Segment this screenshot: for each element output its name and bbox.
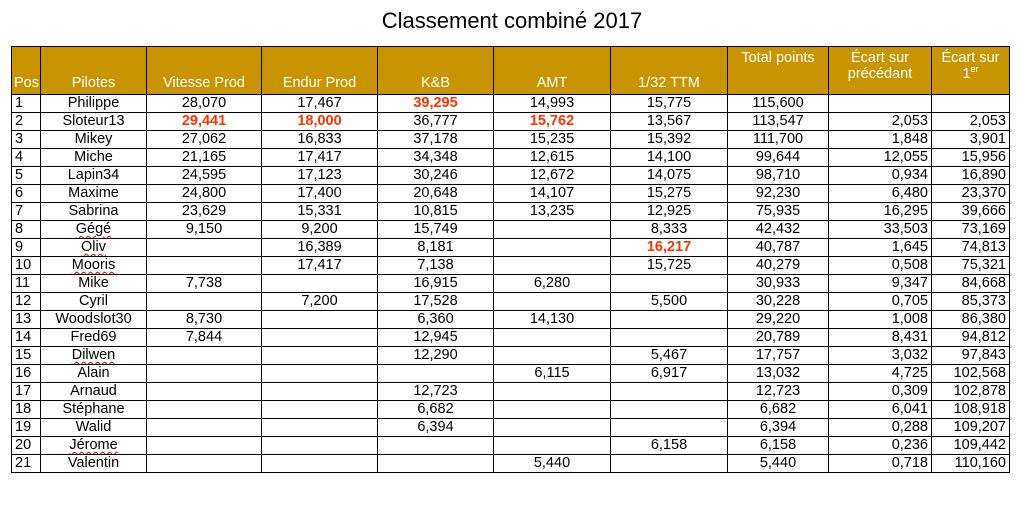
cell-ecart-premier: 23,370 xyxy=(932,185,1010,203)
cell-ecart-precedant: 3,032 xyxy=(829,347,932,365)
cell-ecart-precedant: 0,309 xyxy=(829,383,932,401)
cell-ttm: 14,075 xyxy=(611,167,728,185)
cell-pilote xyxy=(41,437,147,455)
cell-ecart-premier: 109,442 xyxy=(932,437,1010,455)
cell-ttm: 6,158 xyxy=(611,437,728,455)
cell-kb: 8,181 xyxy=(378,239,494,257)
cell-pilote: Sabrina xyxy=(41,203,147,221)
table-row xyxy=(12,383,1010,401)
header-ecart-premier xyxy=(932,47,1010,95)
cell-vitesse-prod xyxy=(147,419,262,437)
cell-kb xyxy=(378,365,494,383)
cell-kb: 16,915 xyxy=(378,275,494,293)
cell-ecart-precedant: 0,718 xyxy=(829,455,932,473)
cell-ecart-precedant: 8,431 xyxy=(829,329,932,347)
cell-ecart-premier: 97,843 xyxy=(932,347,1010,365)
cell-ecart-precedant xyxy=(829,95,932,113)
header-ecart-precedant-line1: Écart sur xyxy=(850,50,909,66)
cell-amt xyxy=(494,257,611,275)
cell-vitesse-prod: 7,844 xyxy=(147,329,262,347)
cell-endur-prod: 17,467 xyxy=(262,95,378,113)
cell-kb: 7,138 xyxy=(378,257,494,275)
cell-vitesse-prod: 27,062 xyxy=(147,131,262,149)
table-row xyxy=(12,149,1010,167)
cell-total-points: 5,440 xyxy=(728,455,829,473)
cell-ttm: 14,100 xyxy=(611,149,728,167)
cell-amt: 6,280 xyxy=(494,275,611,293)
cell-vitesse-prod xyxy=(147,455,262,473)
cell-pos: 6 xyxy=(12,185,41,203)
cell-total-points: 12,723 xyxy=(728,383,829,401)
cell-pos: 9 xyxy=(12,239,41,257)
header-ecart-premier-sup: er xyxy=(970,64,979,75)
pilote-name-spellcheck: Mooris xyxy=(71,257,116,273)
cell-vitesse-prod: 29,441 xyxy=(147,113,262,131)
cell-vitesse-prod xyxy=(147,383,262,401)
cell-ttm: 12,925 xyxy=(611,203,728,221)
cell-vitesse-prod: 28,070 xyxy=(147,95,262,113)
cell-pilote xyxy=(41,221,147,239)
cell-pilote: Mikey xyxy=(41,131,147,149)
cell-pilote: Fred69 xyxy=(41,329,147,347)
table-row xyxy=(12,401,1010,419)
cell-ecart-precedant: 12,055 xyxy=(829,149,932,167)
cell-pos: 18 xyxy=(12,401,41,419)
cell-total-points: 30,228 xyxy=(728,293,829,311)
cell-kb: 36,777 xyxy=(378,113,494,131)
cell-amt: 15,762 xyxy=(494,113,611,131)
cell-ttm xyxy=(611,455,728,473)
cell-ecart-precedant: 0,236 xyxy=(829,437,932,455)
cell-kb: 30,246 xyxy=(378,167,494,185)
cell-endur-prod: 17,417 xyxy=(262,149,378,167)
cell-kb: 12,723 xyxy=(378,383,494,401)
cell-endur-prod: 17,400 xyxy=(262,185,378,203)
cell-endur-prod xyxy=(262,365,378,383)
cell-pos: 1 xyxy=(12,95,41,113)
cell-pilote: Miche xyxy=(41,149,147,167)
cell-kb: 17,528 xyxy=(378,293,494,311)
header-ttm: 1/32 TTM xyxy=(611,47,728,95)
header-vitesse-prod: Vitesse Prod xyxy=(147,47,262,95)
cell-amt xyxy=(494,329,611,347)
cell-kb: 6,360 xyxy=(378,311,494,329)
cell-ecart-precedant: 6,041 xyxy=(829,401,932,419)
header-ecart-precedant xyxy=(829,47,932,95)
cell-ttm: 5,467 xyxy=(611,347,728,365)
header-ecart-precedant-line2: précédant xyxy=(847,66,913,82)
cell-ecart-premier: 108,918 xyxy=(932,401,1010,419)
cell-kb: 37,178 xyxy=(378,131,494,149)
cell-endur-prod xyxy=(262,401,378,419)
cell-total-points: 111,700 xyxy=(728,131,829,149)
cell-ttm xyxy=(611,401,728,419)
table-row xyxy=(12,347,1010,365)
cell-ecart-precedant: 4,725 xyxy=(829,365,932,383)
table-row xyxy=(12,311,1010,329)
page-title: Classement combiné 2017 xyxy=(381,8,643,33)
cell-ecart-precedant: 1,008 xyxy=(829,311,932,329)
cell-ttm xyxy=(611,419,728,437)
table-row xyxy=(12,275,1010,293)
table-row xyxy=(12,329,1010,347)
cell-total-points: 113,547 xyxy=(728,113,829,131)
cell-ttm: 15,275 xyxy=(611,185,728,203)
cell-endur-prod xyxy=(262,437,378,455)
cell-ecart-premier: 86,380 xyxy=(932,311,1010,329)
cell-total-points: 6,394 xyxy=(728,419,829,437)
cell-ecart-precedant: 6,480 xyxy=(829,185,932,203)
cell-endur-prod xyxy=(262,455,378,473)
cell-kb: 15,749 xyxy=(378,221,494,239)
cell-pos: 19 xyxy=(12,419,41,437)
cell-amt xyxy=(494,419,611,437)
header-ecart-premier-line1: Écart sur xyxy=(941,50,1000,66)
cell-ecart-premier: 110,160 xyxy=(932,455,1010,473)
cell-kb: 20,648 xyxy=(378,185,494,203)
cell-pos: 15 xyxy=(12,347,41,365)
cell-ecart-precedant: 9,347 xyxy=(829,275,932,293)
cell-endur-prod xyxy=(262,311,378,329)
cell-vitesse-prod: 8,730 xyxy=(147,311,262,329)
cell-ecart-precedant: 0,288 xyxy=(829,419,932,437)
cell-ecart-precedant: 33,503 xyxy=(829,221,932,239)
cell-kb: 39,295 xyxy=(378,95,494,113)
table-row xyxy=(12,437,1010,455)
cell-vitesse-prod xyxy=(147,293,262,311)
cell-endur-prod: 18,000 xyxy=(262,113,378,131)
cell-ecart-premier: 2,053 xyxy=(932,113,1010,131)
cell-endur-prod xyxy=(262,419,378,437)
cell-amt: 5,440 xyxy=(494,455,611,473)
cell-ttm xyxy=(611,383,728,401)
cell-pos: 21 xyxy=(12,455,41,473)
cell-pilote xyxy=(41,257,147,275)
cell-endur-prod: 7,200 xyxy=(262,293,378,311)
cell-ttm: 15,392 xyxy=(611,131,728,149)
cell-endur-prod xyxy=(262,275,378,293)
cell-amt: 15,235 xyxy=(494,131,611,149)
cell-ecart-premier: 94,812 xyxy=(932,329,1010,347)
cell-total-points: 6,682 xyxy=(728,401,829,419)
table-row xyxy=(12,95,1010,113)
cell-pos: 12 xyxy=(12,293,41,311)
cell-ttm: 8,333 xyxy=(611,221,728,239)
cell-vitesse-prod xyxy=(147,365,262,383)
header-amt: AMT xyxy=(494,47,611,95)
header-row xyxy=(12,47,1010,95)
cell-total-points: 40,787 xyxy=(728,239,829,257)
cell-ecart-precedant: 0,705 xyxy=(829,293,932,311)
cell-pilote: Lapin34 xyxy=(41,167,147,185)
cell-pilote: Philippe xyxy=(41,95,147,113)
cell-amt xyxy=(494,239,611,257)
cell-pos: 20 xyxy=(12,437,41,455)
cell-amt: 14,993 xyxy=(494,95,611,113)
cell-ecart-premier: 109,207 xyxy=(932,419,1010,437)
cell-pilote: Maxime xyxy=(41,185,147,203)
cell-ecart-premier: 74,813 xyxy=(932,239,1010,257)
cell-amt xyxy=(494,437,611,455)
cell-ecart-premier: 73,169 xyxy=(932,221,1010,239)
cell-total-points: 17,757 xyxy=(728,347,829,365)
cell-kb xyxy=(378,437,494,455)
header-total-points: Total points xyxy=(728,47,829,95)
cell-amt: 14,130 xyxy=(494,311,611,329)
cell-total-points: 115,600 xyxy=(728,95,829,113)
cell-endur-prod: 15,331 xyxy=(262,203,378,221)
cell-ecart-premier: 3,901 xyxy=(932,131,1010,149)
cell-endur-prod: 17,417 xyxy=(262,257,378,275)
cell-pilote: Cyril xyxy=(41,293,147,311)
cell-amt xyxy=(494,383,611,401)
cell-kb: 6,394 xyxy=(378,419,494,437)
cell-ecart-premier: 15,956 xyxy=(932,149,1010,167)
table-row xyxy=(12,113,1010,131)
cell-pilote xyxy=(41,239,147,257)
cell-pos: 17 xyxy=(12,383,41,401)
cell-ecart-premier: 75,321 xyxy=(932,257,1010,275)
cell-pilote: Woodslot30 xyxy=(41,311,147,329)
cell-vitesse-prod: 24,800 xyxy=(147,185,262,203)
cell-pos: 13 xyxy=(12,311,41,329)
cell-endur-prod: 17,123 xyxy=(262,167,378,185)
table-row xyxy=(12,257,1010,275)
cell-amt xyxy=(494,401,611,419)
cell-total-points: 40,279 xyxy=(728,257,829,275)
table-row xyxy=(12,185,1010,203)
header-pilotes: Pilotes xyxy=(41,47,147,95)
cell-ecart-premier: 84,668 xyxy=(932,275,1010,293)
cell-vitesse-prod: 9,150 xyxy=(147,221,262,239)
cell-ecart-premier: 39,666 xyxy=(932,203,1010,221)
cell-total-points: 29,220 xyxy=(728,311,829,329)
cell-kb xyxy=(378,455,494,473)
cell-pos: 16 xyxy=(12,365,41,383)
cell-vitesse-prod: 24,595 xyxy=(147,167,262,185)
pilote-name-spellcheck: Jérome xyxy=(69,437,118,453)
cell-ecart-premier xyxy=(932,95,1010,113)
cell-vitesse-prod xyxy=(147,347,262,365)
cell-ecart-precedant: 1,645 xyxy=(829,239,932,257)
cell-pos: 14 xyxy=(12,329,41,347)
table-row xyxy=(12,293,1010,311)
cell-pos: 7 xyxy=(12,203,41,221)
cell-ecart-precedant: 1,848 xyxy=(829,131,932,149)
cell-pos: 3 xyxy=(12,131,41,149)
pilote-name-spellcheck: Dilwen xyxy=(71,347,116,363)
pilote-name-spellcheck: Oliv xyxy=(81,239,106,255)
cell-vitesse-prod: 23,629 xyxy=(147,203,262,221)
table-row xyxy=(12,131,1010,149)
cell-ecart-precedant: 0,934 xyxy=(829,167,932,185)
cell-ecart-premier: 102,878 xyxy=(932,383,1010,401)
cell-ttm xyxy=(611,329,728,347)
cell-vitesse-prod xyxy=(147,401,262,419)
cell-ttm: 5,500 xyxy=(611,293,728,311)
cell-pos: 10 xyxy=(12,257,41,275)
cell-kb: 12,945 xyxy=(378,329,494,347)
cell-total-points: 98,710 xyxy=(728,167,829,185)
cell-pos: 2 xyxy=(12,113,41,131)
cell-amt: 6,115 xyxy=(494,365,611,383)
cell-ttm: 6,917 xyxy=(611,365,728,383)
cell-ecart-premier: 16,890 xyxy=(932,167,1010,185)
cell-endur-prod xyxy=(262,383,378,401)
cell-total-points: 99,644 xyxy=(728,149,829,167)
cell-vitesse-prod xyxy=(147,437,262,455)
cell-ecart-precedant: 16,295 xyxy=(829,203,932,221)
cell-total-points: 20,789 xyxy=(728,329,829,347)
cell-pilote: Stéphane xyxy=(41,401,147,419)
cell-ttm: 13,567 xyxy=(611,113,728,131)
cell-endur-prod: 16,389 xyxy=(262,239,378,257)
cell-pilote: Valentin xyxy=(41,455,147,473)
cell-amt xyxy=(494,347,611,365)
cell-kb: 6,682 xyxy=(378,401,494,419)
cell-kb: 12,290 xyxy=(378,347,494,365)
cell-ttm xyxy=(611,311,728,329)
table-row xyxy=(12,419,1010,437)
cell-amt: 14,107 xyxy=(494,185,611,203)
cell-ecart-precedant: 0,508 xyxy=(829,257,932,275)
cell-amt xyxy=(494,221,611,239)
cell-pos: 11 xyxy=(12,275,41,293)
cell-amt: 12,615 xyxy=(494,149,611,167)
table-row xyxy=(12,239,1010,257)
cell-amt xyxy=(494,293,611,311)
cell-endur-prod xyxy=(262,347,378,365)
cell-ttm: 15,725 xyxy=(611,257,728,275)
cell-vitesse-prod: 7,738 xyxy=(147,275,262,293)
table-row xyxy=(12,365,1010,383)
cell-pilote: Walid xyxy=(41,419,147,437)
ranking-table xyxy=(11,46,1010,473)
cell-pos: 4 xyxy=(12,149,41,167)
cell-pilote: Sloteur13 xyxy=(41,113,147,131)
cell-ecart-precedant: 2,053 xyxy=(829,113,932,131)
cell-total-points: 92,230 xyxy=(728,185,829,203)
cell-pilote: Mike xyxy=(41,275,147,293)
pilote-name-spellcheck: Gégé xyxy=(75,221,112,237)
table-row xyxy=(12,203,1010,221)
cell-endur-prod: 16,833 xyxy=(262,131,378,149)
cell-ecart-premier: 102,568 xyxy=(932,365,1010,383)
cell-kb: 34,348 xyxy=(378,149,494,167)
cell-kb: 10,815 xyxy=(378,203,494,221)
cell-pilote: Alain xyxy=(41,365,147,383)
cell-pos: 5 xyxy=(12,167,41,185)
table-body xyxy=(12,95,1010,473)
cell-total-points: 75,935 xyxy=(728,203,829,221)
table-header xyxy=(12,47,1010,95)
cell-vitesse-prod xyxy=(147,239,262,257)
cell-pilote: Arnaud xyxy=(41,383,147,401)
cell-ecart-premier: 85,373 xyxy=(932,293,1010,311)
cell-total-points: 6,158 xyxy=(728,437,829,455)
header-kb: K&B xyxy=(378,47,494,95)
cell-total-points: 42,432 xyxy=(728,221,829,239)
cell-amt: 13,235 xyxy=(494,203,611,221)
table-row xyxy=(12,221,1010,239)
header-endur-prod: Endur Prod xyxy=(262,47,378,95)
cell-amt: 12,672 xyxy=(494,167,611,185)
cell-total-points: 30,933 xyxy=(728,275,829,293)
cell-total-points: 13,032 xyxy=(728,365,829,383)
cell-endur-prod: 9,200 xyxy=(262,221,378,239)
cell-vitesse-prod: 21,165 xyxy=(147,149,262,167)
cell-ttm: 15,775 xyxy=(611,95,728,113)
cell-vitesse-prod xyxy=(147,257,262,275)
header-pos: Pos xyxy=(12,47,41,95)
header-ecart-premier-line2: 1 xyxy=(962,66,971,82)
table-row xyxy=(12,455,1010,473)
cell-ttm: 16,217 xyxy=(611,239,728,257)
cell-ttm xyxy=(611,275,728,293)
cell-endur-prod xyxy=(262,329,378,347)
table-row xyxy=(12,167,1010,185)
cell-pilote xyxy=(41,347,147,365)
cell-pos: 8 xyxy=(12,221,41,239)
